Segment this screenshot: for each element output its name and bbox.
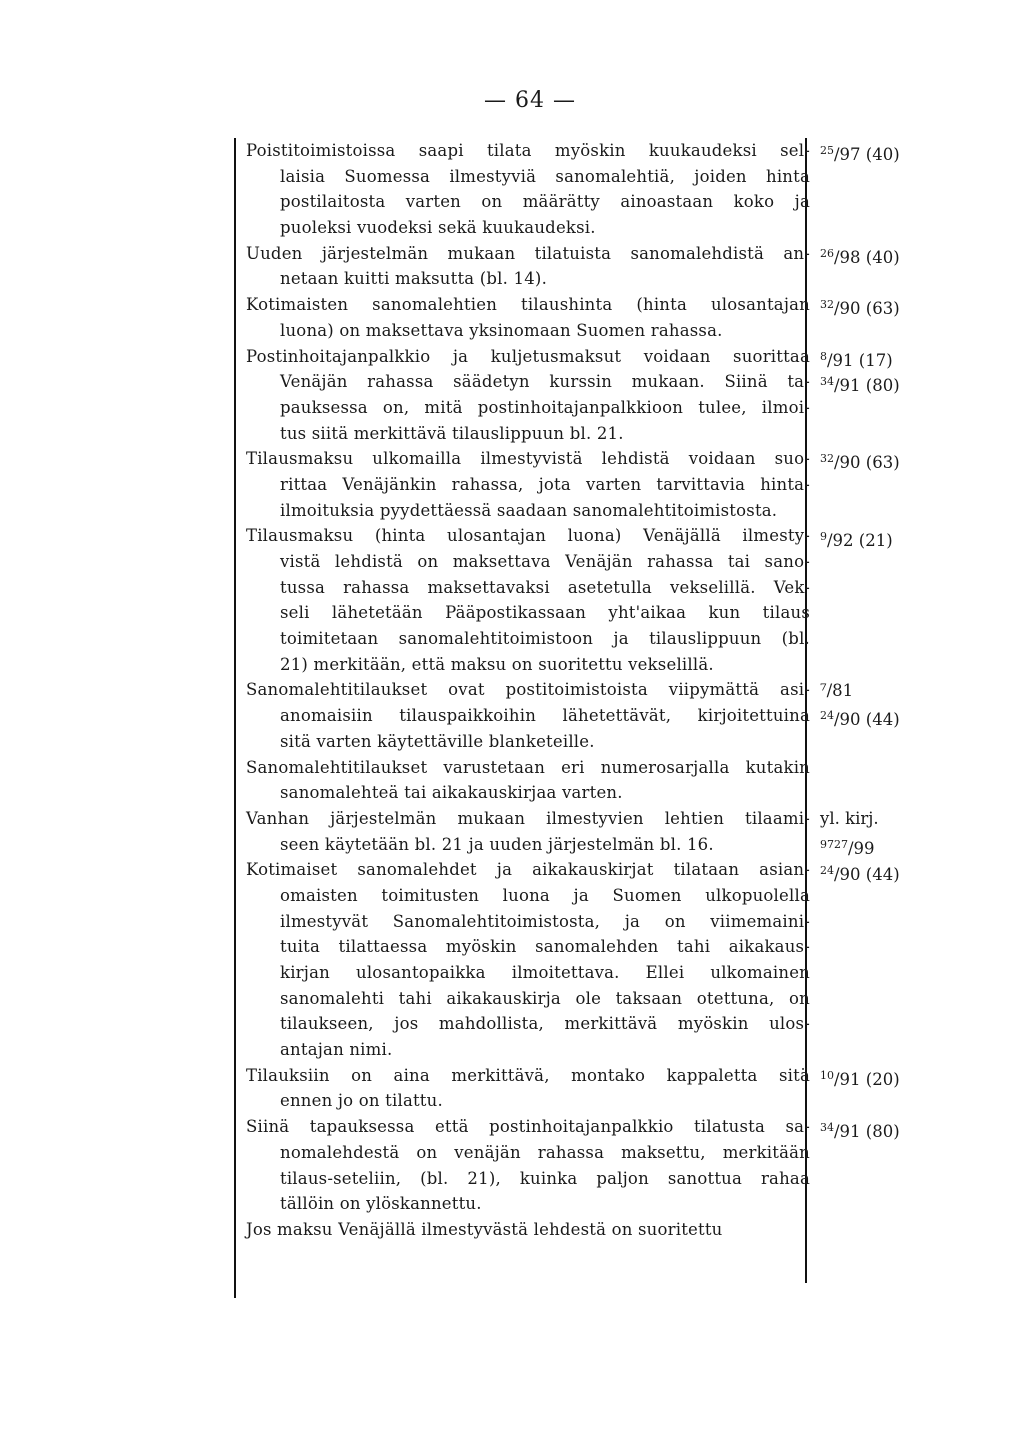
paragraph [246, 446, 810, 523]
paragraph [246, 292, 810, 343]
margin-reference [820, 138, 900, 168]
text-line: nomalehdestä on venäjän rahassa maksettu, merkitään [280, 1142, 810, 1162]
paragraph [246, 806, 810, 857]
text-line: netaan kuitti maksutta (bl. 14). [280, 269, 548, 289]
reference-superscript: 32 [820, 452, 834, 466]
reference-text: yl. kirj. [820, 809, 879, 829]
reference-superscript: 34 [820, 1120, 834, 1134]
reference-superscript: 9727 [820, 837, 848, 851]
paragraph [246, 241, 810, 292]
reference-superscript: 26 [820, 246, 834, 260]
text-line: Tilauksiin on aina merkittävä, montako kappaletta sitä [246, 1065, 810, 1085]
margin-reference [820, 703, 900, 733]
text-line: Kotimaiset sanomalehdet ja aikakauskirjat tilataan asian- [246, 860, 810, 880]
margin-reference [820, 858, 900, 888]
text-line: anomaisiin tilauspaikkoihin lähetettävät, kirjoitettuina [280, 706, 810, 726]
reference-text: /92 (21) [827, 530, 893, 550]
text-line: omaisten toimitusten luona ja Suomen ulkopuolella [280, 885, 810, 905]
text-line: ilmoituksia pyydettäessä saadaan sanomalehtitoimistosta. [280, 500, 778, 520]
paragraph [246, 755, 810, 806]
text-line: Tilausmaksu ulkomailla ilmestyvistä lehdistä voidaan suo- [246, 449, 810, 469]
paragraph [246, 1114, 810, 1217]
text-line: rittaa Venäjänkin rahassa, jota varten tarvittavia hinta- [280, 474, 810, 494]
text-line: Sanomalehtitilaukset varustetaan eri numerosarjalla kutakin [246, 757, 810, 777]
text-line: sitä varten käytettäville blanketeille. [280, 731, 595, 751]
text-line: ennen jo on tilattu. [280, 1091, 443, 1111]
text-line: laisia Suomessa ilmestyviä sanomalehtiä, joiden hinta [280, 166, 810, 186]
page-number: — 64 — [484, 88, 576, 113]
text-line: Jos maksu Venäjällä ilmestyvästä lehdestä on suoritettu [246, 1219, 723, 1239]
reference-text: /90 (44) [834, 710, 900, 730]
text-line: sanomalehteä tai aikakauskirjaa varten. [280, 783, 623, 803]
text-line: seen käytetään bl. 21 ja uuden järjestelmän bl. 16. [280, 834, 714, 854]
text-line: vistä lehdistä on maksettava Venäjän rahassa tai sano- [280, 552, 810, 571]
text-line: tussa rahassa maksettavaksi asetetulla vekselillä. Vek- [280, 577, 810, 597]
text-line: toimitetaan sanomalehtitoimistoon ja tilauslippuun (bl. [280, 629, 810, 649]
text-line: Vanhan järjestelmän mukaan ilmestyvien lehtien tilaami- [246, 808, 810, 828]
text-line: seli lähetetään Pääpostikassaan yht'aikaa kun tilaus [280, 603, 810, 623]
margin-reference [820, 446, 900, 476]
main-text-column [246, 138, 810, 1243]
margin-reference [820, 369, 900, 399]
text-line: tilaus-seteliin, (bl. 21), kuinka paljon sanottua rahaa [280, 1168, 810, 1188]
reference-text: /91 (20) [834, 1070, 900, 1090]
reference-superscript: 10 [820, 1069, 834, 1083]
paragraph [246, 138, 810, 241]
paragraph [246, 677, 810, 754]
reference-superscript: 8 [820, 349, 827, 363]
text-line: sanomalehti tahi aikakauskirja ole taksaan otettuna, on [280, 988, 810, 1008]
margin-reference [820, 806, 879, 832]
text-line: Postinhoitajanpalkkio ja kuljetusmaksut voidaan suorittaa [246, 346, 810, 366]
text-line: puoleksi vuodeksi sekä kuukaudeksi. [280, 218, 596, 238]
reference-text: /91 (80) [834, 1121, 900, 1141]
text-line: 21) merkitään, että maksu on suoritettu vekselillä. [280, 654, 714, 674]
left-margin-rule [234, 138, 236, 1298]
reference-superscript: 24 [820, 709, 834, 723]
margin-reference [820, 1115, 900, 1145]
reference-text: /90 (44) [834, 864, 900, 884]
reference-text: /91 (17) [827, 350, 893, 370]
reference-text: /99 [848, 838, 875, 858]
text-line: kirjan ulosantopaikka ilmoitettava. Ellei ulkomainen [280, 963, 810, 982]
reference-superscript: 32 [820, 298, 834, 312]
text-line: Sanomalehtitilaukset ovat postitoimistoista viipymättä asi- [246, 680, 810, 700]
reference-superscript: 25 [820, 144, 834, 157]
text-line: tuita tilattaessa myöskin sanomalehden tahi aikakaus- [280, 937, 810, 957]
reference-superscript: 24 [820, 863, 834, 877]
text-line: Poistitoimistoissa saapi tilata myöskin kuukaudeksi sel- [246, 141, 810, 160]
text-line: Venäjän rahassa säädetyn kurssin mukaan. Siinä ta- [280, 372, 810, 392]
text-line: antajan nimi. [280, 1040, 393, 1060]
text-line: ilmestyvät Sanomalehtitoimistosta, ja on viimemaini- [280, 911, 810, 931]
text-line: tällöin on ylöskannettu. [280, 1194, 482, 1214]
paragraph [246, 1217, 810, 1243]
margin-reference [820, 1063, 900, 1093]
text-line: postilaitosta varten on määrätty ainoastaan koko ja [280, 192, 810, 212]
margin-reference [820, 524, 893, 554]
text-line: Uuden järjestelmän mukaan tilatuista sanomalehdistä an- [246, 243, 810, 263]
paragraph [246, 344, 810, 447]
paragraph [246, 1063, 810, 1114]
reference-text: /97 (40) [834, 145, 900, 164]
reference-superscript: 34 [820, 375, 834, 389]
paragraph [246, 857, 810, 1063]
text-line: Siinä tapauksessa että postinhoitajanpalkkio tilatusta sa- [246, 1117, 810, 1137]
reference-text: /90 (63) [834, 299, 900, 319]
reference-superscript: 9 [820, 529, 827, 543]
margin-reference [820, 292, 900, 322]
text-line: pauksessa on, mitä postinhoitajanpalkkioon tulee, ilmoi- [280, 397, 810, 417]
reference-text: ⁷/81 [820, 680, 854, 700]
margin-reference [820, 678, 853, 704]
text-line: luona) on maksettava yksinomaan Suomen rahassa. [280, 320, 723, 340]
reference-text: /98 (40) [834, 247, 900, 267]
text-line: tus siitä merkittävä tilauslippuun bl. 21. [280, 423, 624, 443]
reference-text: /91 (80) [834, 376, 900, 396]
reference-text: /90 (63) [834, 453, 900, 473]
margin-reference [820, 241, 900, 271]
paragraph [246, 523, 810, 677]
text-line: tilaukseen, jos mahdollista, merkittävä myöskin ulos- [280, 1014, 810, 1034]
text-line: Kotimaisten sanomalehtien tilaushinta (hinta ulosantajan [246, 295, 810, 315]
text-line: Tilausmaksu (hinta ulosantajan luona) Venäjällä ilmesty- [246, 526, 810, 546]
